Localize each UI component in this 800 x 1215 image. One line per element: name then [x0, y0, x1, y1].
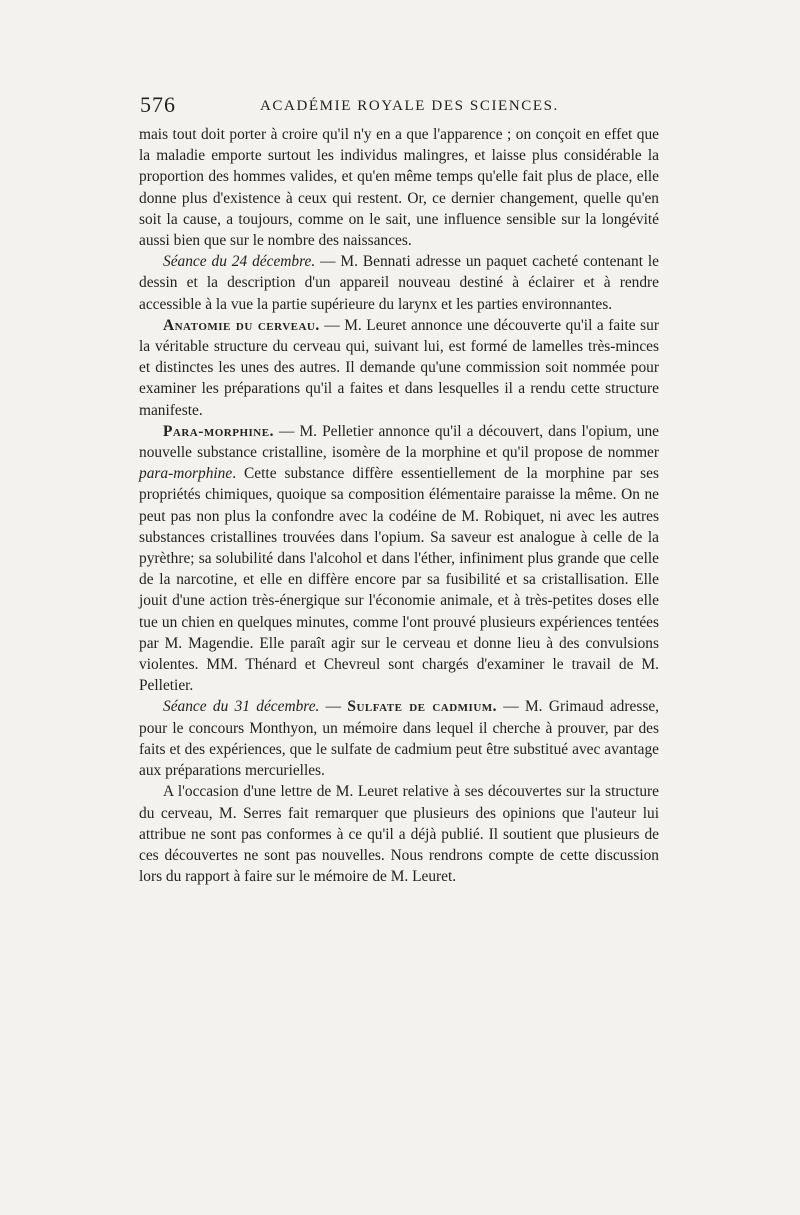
- session-date: Séance du 24 décembre.: [163, 253, 316, 271]
- paragraph-text: — M. Bennati adresse un paquet cacheté contenant le dessin et la description d'un appareil nouveau destiné à éclairer et à rendre accessible à la vue la partie supérieure du larynx et les parties environnantes.: [139, 253, 659, 313]
- paragraph-continued: [139, 124, 659, 251]
- paragraph-text: A l'occasion d'une lettre de M. Leuret relative à ses découvertes sur la structure du cerveau, M. Serres fait remarquer que plusieurs des opinions que l'auteur lui attribue ne sont pas conformes à ce qu'il a déjà publié. Il soutient que plusieurs de ces découvertes ne sont pas nouvelles. Nous rendrons compte de cette discussion lors du rapport à faire sur le mémoire de M. Leuret.: [139, 783, 659, 886]
- paragraph-text: mais tout doit porter à croire qu'il n'y en a que l'apparence ; on conçoit en effet que la maladie emporte surtout les individus malingres, et laisse plus considérable la proportion des hommes valides, et qu'en même temps qu'elle fait plus de place, elle donne plus d'existence à ceux qui restent. Or, ce dernier changement, quelle qu'en soit la cause, a toujours, comme on le sait, une influence sensible sur la longévité aussi bien que sur le nombre des naissances.: [139, 126, 659, 250]
- running-head: [138, 92, 660, 120]
- paragraph-serres: [139, 781, 659, 887]
- paragraph-text: . Cette substance diffère essentiellement de la morphine par ses propriétés chimiques, quoique sa composition élémentaire paraisse la même. On ne peut pas non plus la confondre avec la codéine de M. Robiquet, ni avec les autres substances cristallines trouvées dans l'opium. Sa saveur est analogue à celle de la pyrèthre; sa solubilité dans l'alcohol et dans l'éther, infiniment plus grande que celle de la narcotine, et elle en diffère encore par sa fusibilité et sa cristallisation. Elle jouit d'une action très-énergique sur l'économie animale, et à très-petites doses elle tue un chien en quelques minutes, comme l'ont prouvé plusieurs expériences tentées par M. Magendie. Elle paraît agir sur le cerveau et donne lieu à des convulsions violentes. MM. Thénard et Chevreul sont chargés d'examiner le travail de M. Pelletier.: [139, 465, 659, 695]
- italic-term: para-morphine: [139, 465, 233, 483]
- section-heading: Para-morphine.: [163, 422, 274, 440]
- paragraph-text: — M. Pelletier annonce qu'il a découvert, dans l'opium, une nouvelle substance cristalline, isomère de la morphine et qu'il propose de nommer: [139, 422, 659, 462]
- journal-title: ACADÉMIE ROYALE DES SCIENCES.: [260, 98, 559, 114]
- paragraph-para-morphine: [139, 421, 659, 697]
- section-heading: Sulfate de cadmium.: [347, 698, 497, 716]
- section-heading: Anatomie du cerveau.: [163, 316, 320, 334]
- session-date: Séance du 31 décembre.: [163, 698, 320, 716]
- paragraph-cadmium: Séance du 31 décembre. — Sulfate de cadmium. — M. Grimaud adresse, pour le concours Monthyon, un mémoire dans lequel il cherche à prouver, par des faits et des expériences, que le sulfate de cadmium peut être substitué avec avantage aux préparations mercurielles.: [139, 698, 659, 780]
- page-number: 576: [140, 92, 176, 117]
- paragraph-text: — M. Leuret annonce une découverte qu'il a faite sur la véritable structure du cerveau qui, suivant lui, est formé de lamelles très-minces et distinctes les unes des autres. Il demande qu'une commission soit nommée pour examiner les préparations qu'il a faites et dans lesquelles il a rendu cette structure manifeste.: [139, 316, 659, 419]
- paragraph-text: — M. Grimaud adresse, pour le concours Monthyon, un mémoire dans lequel il cherche à prouver, par des faits et des expériences, que le sulfate de cadmium peut être substitué avec avantage aux préparations mercurielles.: [139, 698, 659, 780]
- paragraph-anatomie: [139, 315, 659, 421]
- paragraph-bennati: [139, 251, 659, 315]
- body-text: [139, 124, 659, 887]
